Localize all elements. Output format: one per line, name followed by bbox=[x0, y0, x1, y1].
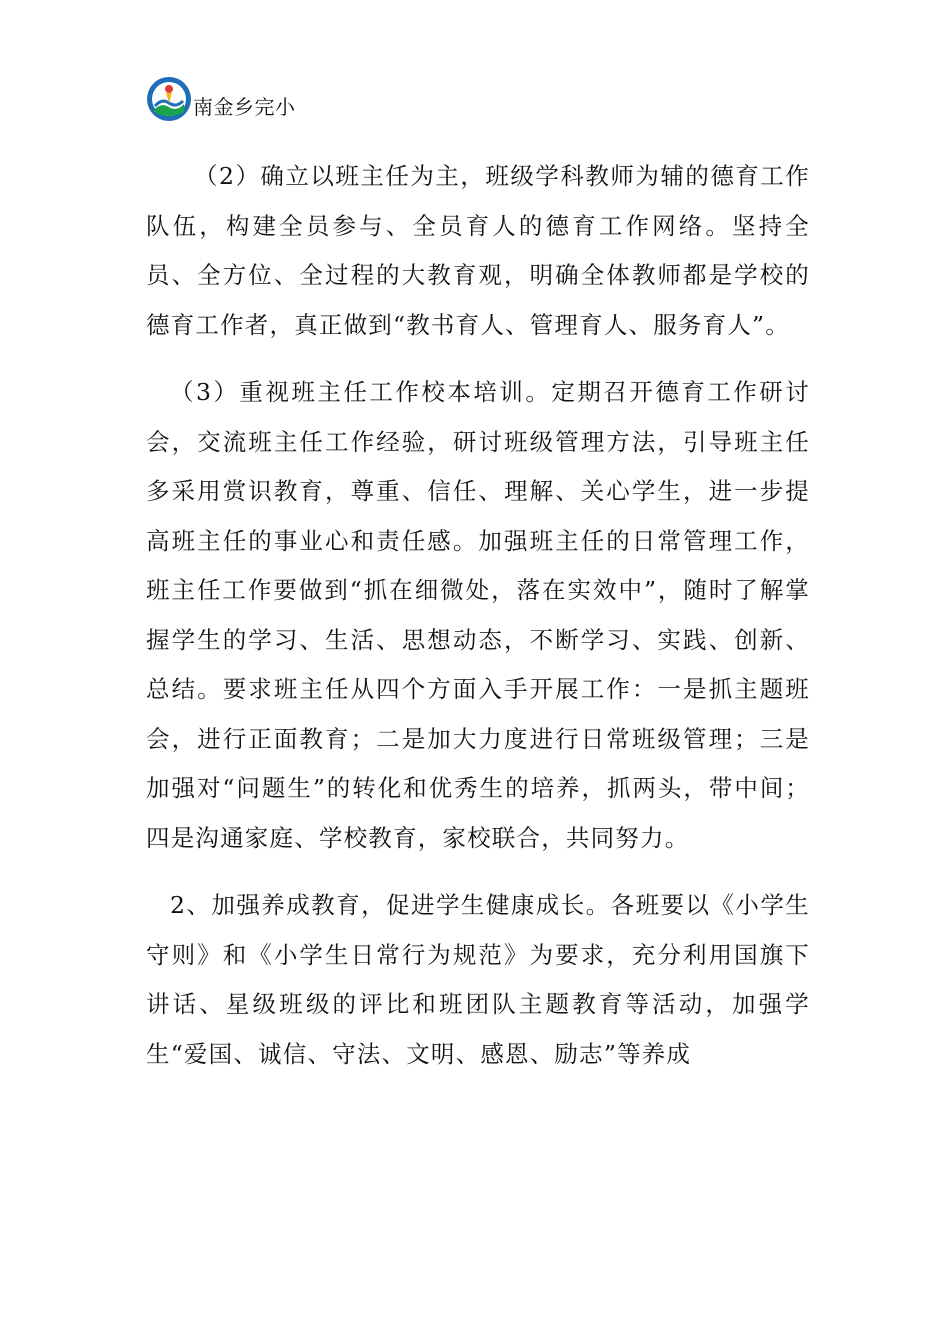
school-emblem-icon bbox=[146, 76, 192, 122]
document-body bbox=[146, 152, 810, 1079]
paragraph-3: 2、加强养成教育，促进学生健康成长。各班要以《小学生守则》和《小学生日常行为规范》为要求，充分利用国旗下讲话、星级班级的评比和班团队主题教育等活动，加强学生“爱国、诚信、守法、文明、感恩、励志”等养成 bbox=[146, 891, 810, 1068]
paragraph-2: （3）重视班主任工作校本培训。定期召开德育工作研讨会，交流班主任工作经验，研讨班级管理方法，引导班主任多采用赏识教育，尊重、信任、理解、关心学生，进一步提高班主任的事业心和责任感。加强班主任的日常管理工作，班主任工作要做到“抓在细微处，落在实效中”，随时了解掌握学生的学习、生活、思想动态，不断学习、实践、创新、总结。要求班主任从四个方面入手开展工作：一是抓主题班会，进行正面教育；二是加大力度进行日常班级管理；三是加强对“问题生”的转化和优秀生的培养，抓两头，带中间；四是沟通家庭、学校教育，家校联合，共同努力。 bbox=[146, 378, 810, 852]
school-name: 南金乡完小 bbox=[193, 95, 296, 119]
page-header bbox=[146, 72, 296, 122]
paragraph-1: （2）确立以班主任为主，班级学科教师为辅的德育工作队伍，构建全员参与、全员育人的德育工作网络。坚持全员、全方位、全过程的大教育观，明确全体教师都是学校的德育工作者，真正做到“教书育人、管理育人、服务育人”。 bbox=[146, 162, 810, 339]
